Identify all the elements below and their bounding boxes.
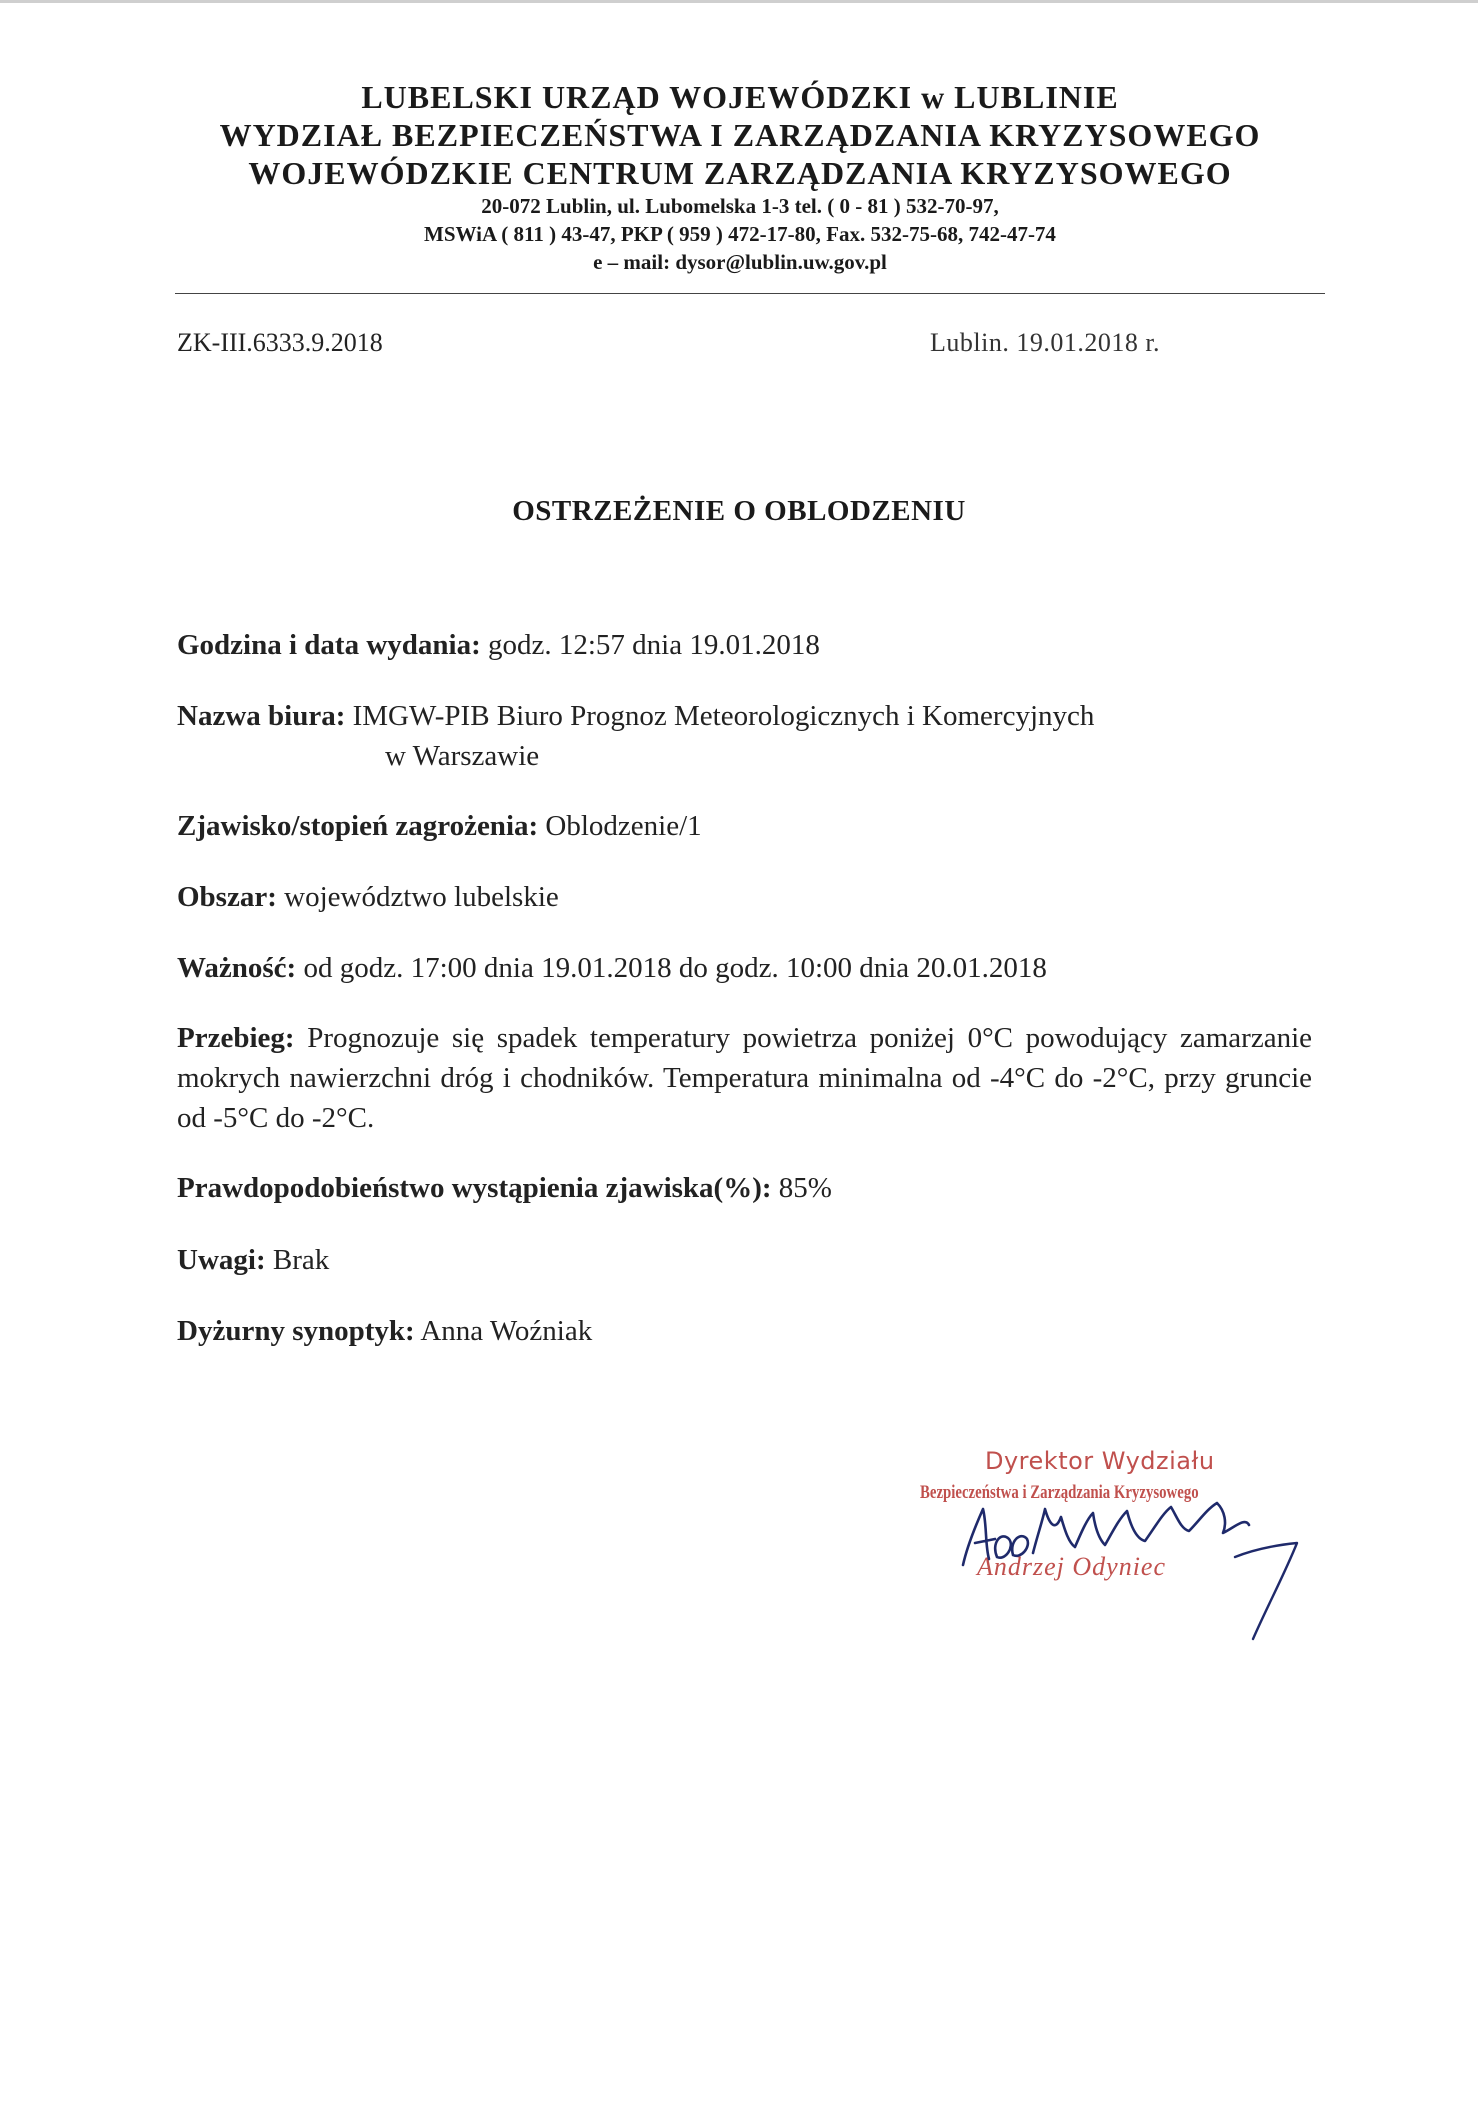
letterhead-department: WYDZIAŁ BEZPIECZEŃSTWA I ZARZĄDZANIA KRYZYSOWEGO (219, 117, 1261, 153)
field-label: Przebieg: (177, 1022, 295, 1054)
field-probability (177, 1168, 1312, 1208)
field-value: Anna Woźniak (420, 1315, 593, 1347)
field-value: godz. 12:57 dnia 19.01.2018 (488, 629, 820, 661)
director-stamp (905, 1447, 1345, 1647)
field-value: Brak (272, 1244, 330, 1276)
letterhead-phones: MSWiA ( 811 ) 43-47, PKP ( 959 ) 472-17-80, Fax. 532-75-68, 742-47-74 (424, 222, 1056, 246)
field-label: Uwagi: (177, 1244, 266, 1276)
letterhead-email: e – mail: dysor@lublin.uw.gov.pl (593, 250, 887, 274)
field-value: Oblodzenie/1 (545, 810, 702, 842)
document-date: Lublin. 19.01.2018 r. (930, 328, 1161, 357)
field-office-name (177, 696, 1312, 776)
letterhead-center: WOJEWÓDZKIE CENTRUM ZARZĄDZANIA KRYZYSOWEGO (248, 155, 1232, 191)
field-label: Dyżurny synoptyk: (177, 1315, 415, 1347)
field-remarks (177, 1240, 1312, 1280)
field-label: Obszar: (177, 881, 277, 913)
field-value: od godz. 17:00 dnia 19.01.2018 do godz. 10:00 dnia 20.01.2018 (303, 952, 1047, 984)
field-label: Godzina i data wydania: (177, 629, 481, 661)
field-duty-forecaster (177, 1311, 1312, 1351)
field-value-continued: w Warszawie (385, 740, 540, 772)
field-label: Nazwa biura: (177, 700, 346, 732)
scan-edge (0, 0, 1478, 3)
field-value: IMGW-PIB Biuro Prognoz Meteorologicznych i Komercyjnych (352, 700, 1095, 732)
field-label: Ważność: (177, 952, 297, 984)
document-title: OSTRZEŻENIE O OBLODZENIU (512, 495, 966, 527)
letterhead-divider (175, 293, 1325, 294)
document-reference: ZK-III.6333.9.2018 (177, 328, 383, 357)
field-label: Zjawisko/stopień zagrożenia: (177, 810, 539, 842)
handwritten-signature (905, 1447, 1345, 1647)
letterhead-office: LUBELSKI URZĄD WOJEWÓDZKI w LUBLINIE (361, 79, 1119, 115)
field-value: województwo lubelskie (284, 881, 559, 913)
field-phenomenon-level (177, 806, 1312, 846)
field-value: Prognozuje się spadek temperatury powietrza poniżej 0°C powodujący zamarzanie mokrych nawierzchni dróg i chodników. Temperatura minimalna od -4°C do -2°C, przy gruncie od -5°C do -2°C. (177, 1022, 1313, 1134)
field-course (177, 1018, 1312, 1138)
letterhead-address: 20-072 Lublin, ul. Lubomelska 1-3 tel. ( 0 - 81 ) 532-70-97, (481, 194, 999, 218)
field-value: 85% (778, 1172, 832, 1204)
stamp-title: Dyrektor Wydziału (985, 1447, 1215, 1475)
field-issue-time (177, 625, 1312, 665)
field-validity (177, 948, 1312, 988)
stamp-name: Andrzej Odyniec (977, 1552, 1167, 1581)
field-area (177, 877, 1312, 917)
letterhead (160, 78, 1320, 276)
stamp-department: Bezpieczeństwa i Zarządzania Kryzysowego (920, 1482, 1199, 1503)
field-label: Prawdopodobieństwo wystąpienia zjawiska(%): (177, 1172, 772, 1204)
